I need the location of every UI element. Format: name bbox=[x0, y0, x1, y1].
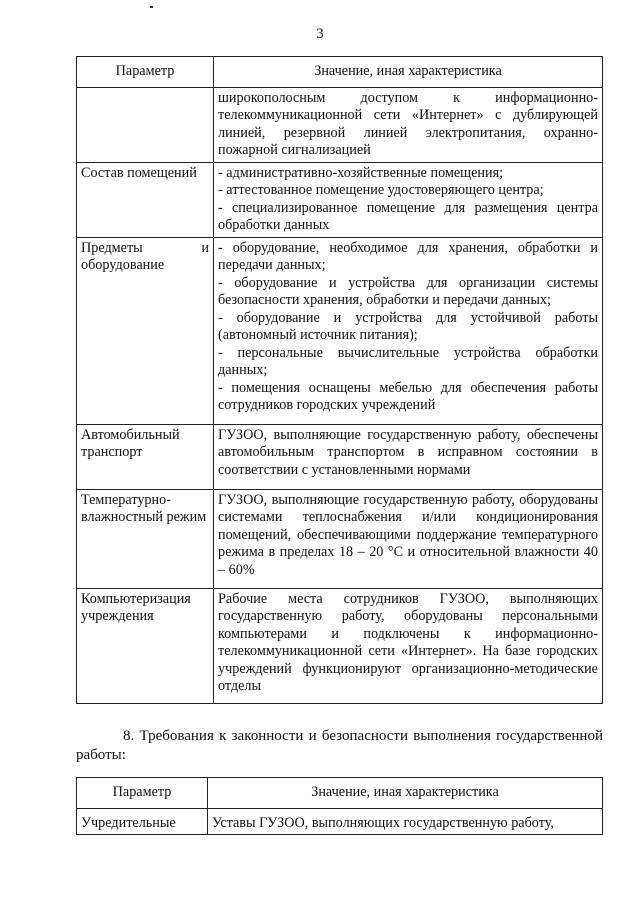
table-work-conditions bbox=[76, 56, 603, 704]
value-cell: Уставы ГУЗОО, выполняющих государственную работу, bbox=[208, 808, 603, 835]
param-cell: Учредительные bbox=[77, 808, 208, 835]
page-number: 3 bbox=[316, 26, 324, 42]
value-cell: ГУЗОО, выполняющие государственную работу, оборудованы системами теплоснабжения и/или кондиционирования помещений, обеспечивающими поддержание температурного режима в пределах 18 – 20 °С и относительной влажности 40 – 60% bbox=[214, 489, 603, 588]
value-cell: ГУЗОО, выполняющие государственную работу, обеспечены автомобильным транспортом в исправном состоянии в соответствии с установленными нормами bbox=[214, 424, 603, 489]
header-parameter: Параметр bbox=[77, 778, 208, 809]
value-line: - помещения оснащены мебелью для обеспечения работы сотрудников городских учреждений bbox=[218, 379, 598, 413]
param-cell: Температурно-влажностный режим bbox=[77, 489, 214, 588]
value-line: - оборудование, необходимое для хранения, обработки и передачи данных; bbox=[218, 239, 598, 273]
param-cell: Предметы и оборудование bbox=[77, 237, 214, 424]
table-row bbox=[77, 87, 603, 162]
value-line: - аттестованное помещение удостоверяющего центра; bbox=[218, 182, 544, 198]
table-row bbox=[77, 588, 603, 703]
table-row bbox=[77, 424, 603, 489]
header-value: Значение, иная характеристика bbox=[208, 778, 603, 809]
value-cell bbox=[214, 162, 603, 237]
param-cell bbox=[77, 87, 214, 162]
param-cell: Компьютеризация учреждения bbox=[77, 588, 214, 703]
value-cell: Рабочие места сотрудников ГУЗОО, выполняющих государственную работу, оборудованы персональными компьютерами и подключены к информационно-телекоммуникационной сети «Интернет». На базе городских учреждений функционируют организационно-методические отделы bbox=[214, 588, 603, 703]
table-row bbox=[77, 489, 603, 588]
param-cell: Автомобильный транспорт bbox=[77, 424, 214, 489]
value-line: - административно-хозяйственные помещения; bbox=[218, 164, 504, 181]
table-row bbox=[77, 162, 603, 237]
table-header-row bbox=[77, 778, 603, 809]
value-cell bbox=[214, 237, 603, 424]
table-row bbox=[77, 808, 603, 835]
scan-speck bbox=[150, 6, 153, 8]
value-cell: широкополосным доступом к информационно-телекоммуникационной сети «Интернет» с дублирующей линией, резервной линией электропитания, охранно-пожарной сигнализацией bbox=[214, 87, 603, 162]
value-line: - специализированное помещение для размещения центра обработки данных bbox=[218, 199, 598, 233]
section-8-heading: 8. Требования к законности и безопасности выполнения государственной работы: bbox=[76, 728, 603, 763]
header-value: Значение, иная характеристика bbox=[214, 57, 603, 88]
value-line: - оборудование и устройства для организации системы безопасности хранения, обработки и передачи данных; bbox=[218, 274, 598, 308]
value-line: - персональные вычислительные устройства обработки данных; bbox=[218, 344, 598, 378]
header-parameter: Параметр bbox=[77, 57, 214, 88]
param-cell: Состав помещений bbox=[77, 162, 214, 237]
table-legality-safety bbox=[76, 777, 603, 835]
value-line: - оборудование и устройства для устойчивой работы (автономный источник питания); bbox=[218, 309, 598, 343]
table-row bbox=[77, 237, 603, 424]
table-header-row bbox=[77, 57, 603, 88]
